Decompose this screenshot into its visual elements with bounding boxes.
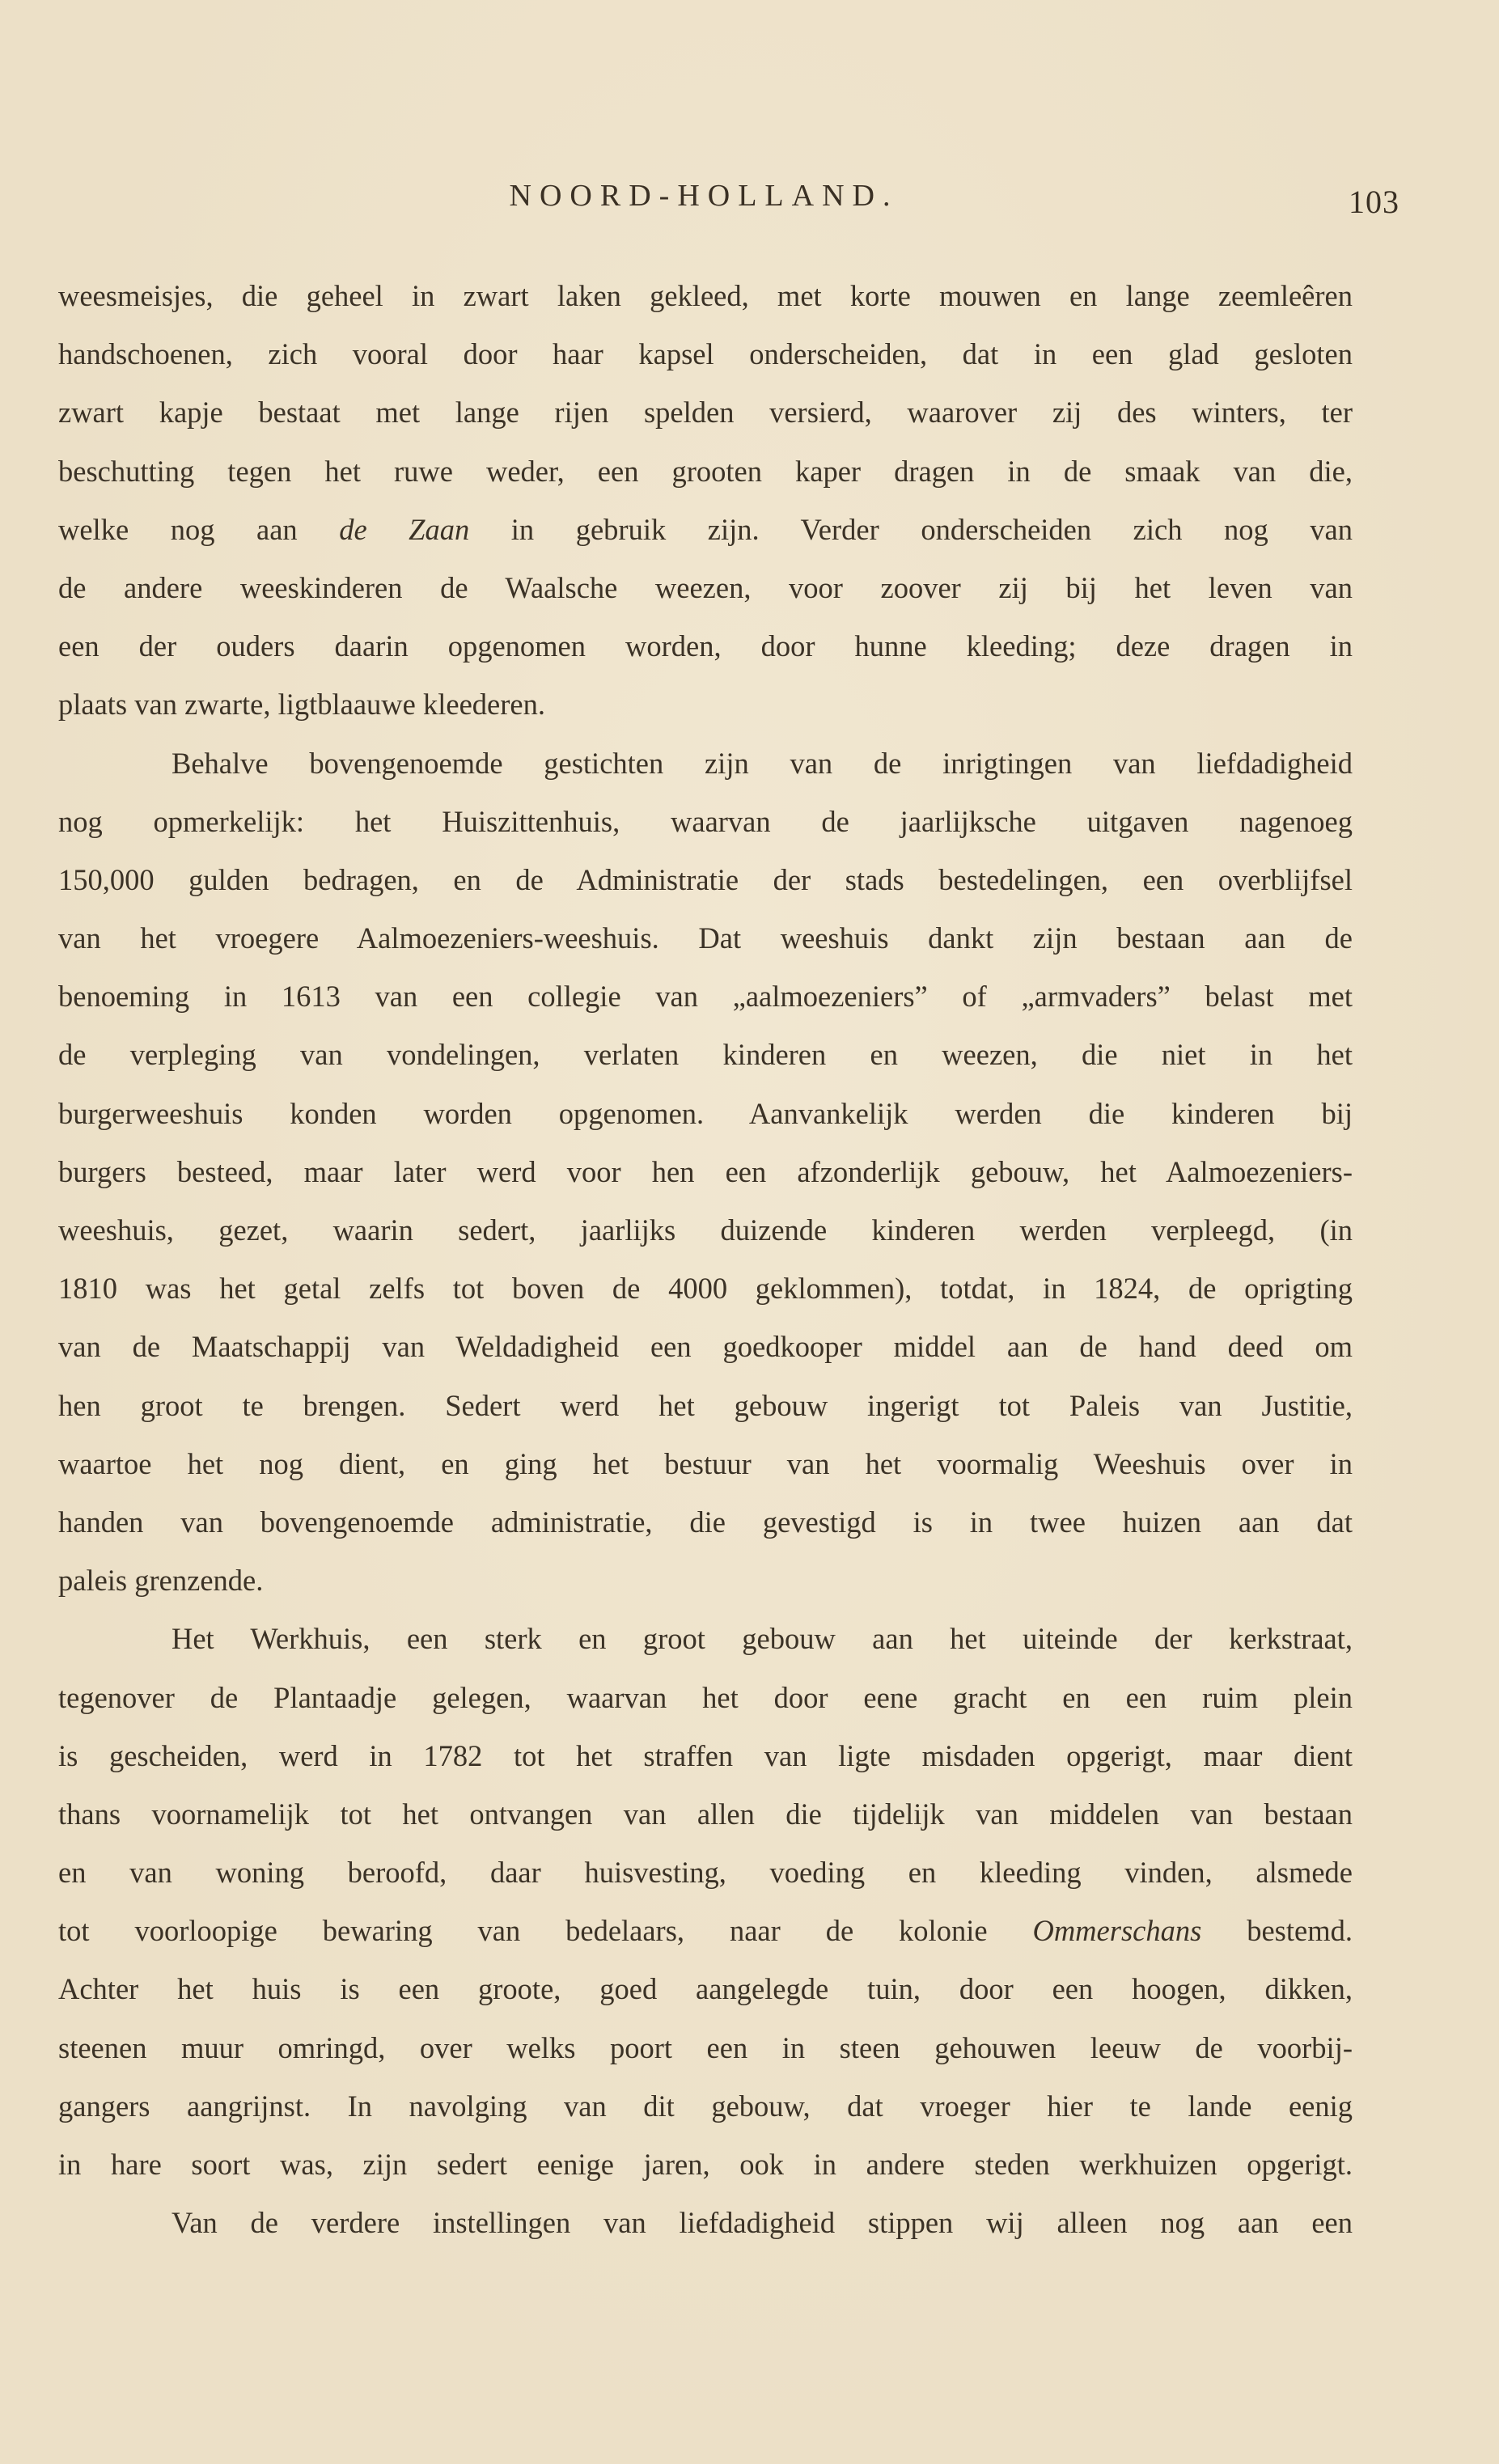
italic-place-name: Ommerschans xyxy=(1032,1914,1202,1948)
text-line: nog opmerkelijk: het Huiszittenhuis, waarvan de jaarlijksche uitgaven nagenoeg xyxy=(58,804,1353,838)
text-line: in hare soort was, zijn sedert eenige jaren, ook in andere steden werkhuizen opgerigt. xyxy=(58,2148,1353,2181)
running-head: NOORD-HOLLAND. xyxy=(509,179,899,213)
paragraph-first-line: Van de verdere instellingen van liefdadigheid stippen wij alleen nog aan een xyxy=(171,2206,1353,2240)
text-line: weesmeisjes, die geheel in zwart laken gekleed, met korte mouwen en lange zeemleêren xyxy=(58,279,1353,312)
text-line: is gescheiden, werd in 1782 tot het straffen van ligte misdaden opgerigt, maar dient xyxy=(58,1738,1353,1772)
text-line: van de Maatschappij van Weldadigheid een goedkooper middel aan de hand deed om xyxy=(58,1330,1353,1364)
text-line: de verpleging van vondelingen, verlaten kinderen en weezen, die niet in het xyxy=(58,1038,1353,1072)
text-line: handschoenen, zich vooral door haar kapsel onderscheiden, dat in een glad gesloten xyxy=(58,337,1353,371)
italic-place-name: de Zaan xyxy=(339,512,470,546)
text-line: 150,000 gulden bedragen, en de Administratie der stads bestedelingen, een overblijfsel xyxy=(58,862,1353,896)
text-line xyxy=(58,1902,1353,1960)
text-fragment: in gebruik zijn. Verder onderscheiden zich nog van xyxy=(469,512,1353,546)
text-line: de andere weeskinderen de Waalsche weezen, voor zoover zij bij het leven van xyxy=(58,570,1353,604)
text-fragment: bestemd. xyxy=(1201,1914,1353,1948)
text-line: handen van bovengenoemde administratie, die gevestigd is in twee huizen aan dat xyxy=(58,1505,1353,1539)
text-line: beschutting tegen het ruwe weder, een grooten kaper dragen in de smaak van die, xyxy=(58,454,1353,488)
text-line: zwart kapje bestaat met lange rijen spelden versierd, waarover zij des winters, ter xyxy=(58,396,1353,430)
text-line: 1810 was het getal zelfs tot boven de 4000 geklommen), totdat, in 1824, de oprigting xyxy=(58,1272,1353,1306)
text-fragment: tot voorloopige bewaring van bedelaars, naar de kolonie xyxy=(58,1914,1033,1948)
text-line: een der ouders daarin opgenomen worden, door hunne kleeding; deze dragen in xyxy=(58,629,1353,663)
text-line: plaats van zwarte, ligtblaauwe kleederen. xyxy=(58,688,545,722)
text-line: steenen muur omringd, over welks poort een in steen gehouwen leeuw de voorbij- xyxy=(58,2030,1353,2064)
text-line: waartoe het nog dient, en ging het bestuur van het voormalig Weeshuis over in xyxy=(58,1446,1353,1480)
paragraph-first-line: Het Werkhuis, een sterk en groot gebouw aan het uiteinde der kerkstraat, xyxy=(171,1622,1353,1656)
text-line: burgers besteed, maar later werd voor hen een afzonderlijk gebouw, het Aalmoezeniers- xyxy=(58,1154,1353,1188)
text-line: benoeming in 1613 van een collegie van „aalmoezeniers” of „armvaders” belast met xyxy=(58,980,1353,1014)
text-line: weeshuis, gezet, waarin sedert, jaarlijks duizende kinderen werden verpleegd, (in xyxy=(58,1213,1353,1247)
text-line: paleis grenzende. xyxy=(58,1564,264,1598)
text-line: van het vroegere Aalmoezeniers-weeshuis. Dat weeshuis dankt zijn bestaan aan de xyxy=(58,921,1353,955)
text-line: hen groot te brengen. Sedert werd het gebouw ingerigt tot Paleis van Justitie, xyxy=(58,1388,1353,1422)
text-line: burgerweeshuis konden worden opgenomen. Aanvankelijk werden die kinderen bij xyxy=(58,1096,1353,1130)
text-line: gangers aangrijnst. In navolging van dit gebouw, dat vroeger hier te lande eenig xyxy=(58,2089,1353,2123)
text-line xyxy=(58,501,1353,559)
text-line: tegenover de Plantaadje gelegen, waarvan het door eene gracht en een ruim plein xyxy=(58,1680,1353,1714)
paragraph-first-line: Behalve bovengenoemde gestichten zijn van de inrigtingen van liefdadigheid xyxy=(171,746,1353,780)
page-header xyxy=(57,178,1399,227)
page-number: 103 xyxy=(1349,184,1399,220)
text-line: en van woning beroofd, daar huisvesting, voeding en kleeding vinden, alsmede xyxy=(58,1856,1353,1890)
text-line: Achter het huis is een groote, goed aangelegde tuin, door een hoogen, dikken, xyxy=(58,1972,1353,2006)
text-fragment: welke nog aan xyxy=(58,512,340,546)
body-text xyxy=(58,267,1353,2252)
text-line: thans voornamelijk tot het ontvangen van allen die tijdelijk van middelen van bestaan xyxy=(58,1797,1353,1831)
